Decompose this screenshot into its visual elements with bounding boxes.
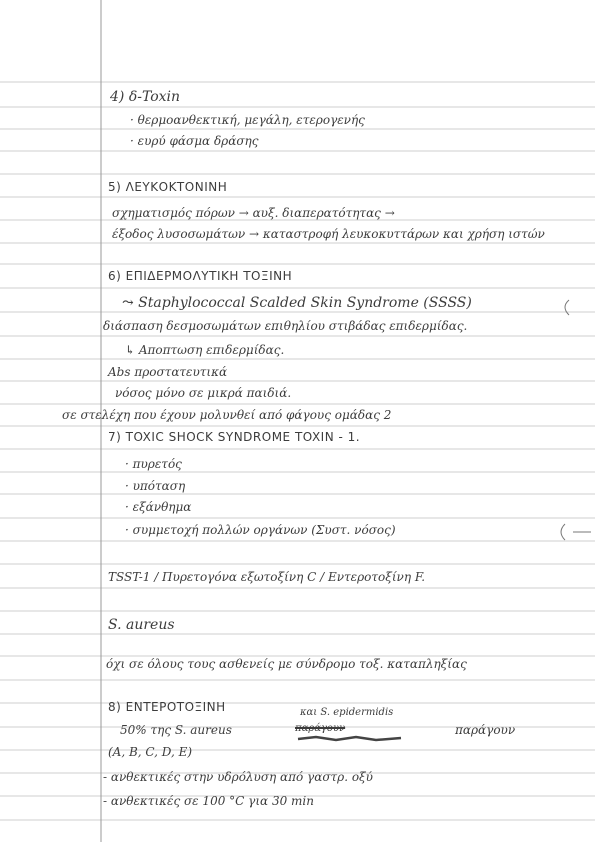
insert-note: και S. epidermidis <box>300 707 394 718</box>
scribble-underline <box>296 734 406 744</box>
list-item: · πυρετός <box>125 457 182 471</box>
margin-question: σε στελέχη που έχουν μολυνθεί από φάγους ομάδας 2 <box>62 408 392 422</box>
note-line: Abs προστατευτικά <box>108 365 228 379</box>
note-line: S. aureus <box>108 617 175 633</box>
note-line: παράγουν <box>455 723 516 737</box>
heading-delta-toxin: 4) δ-Toxin <box>110 89 181 105</box>
margin-bracket-mark <box>555 298 585 318</box>
heading-tsst-1: 7) TOXIC SHOCK SYNDROME TOXIN - 1. <box>108 430 361 444</box>
note-line: νόσος μόνο σε μικρά παιδιά. <box>115 386 292 400</box>
list-item: · εξάνθημα <box>125 500 192 514</box>
struck-word: παράγουν <box>295 723 346 734</box>
list-item: · υπόταση <box>125 479 186 493</box>
note-line: - ανθεκτικές σε 100 °C για 30 min <box>103 794 314 808</box>
note-line: έξοδος λυσοσωμάτων → καταστροφή λευκοκυττάρων και χρήση ιστών <box>112 227 545 241</box>
note-line: ⤳ Staphylococcal Scalded Skin Syndrome (SSSS) <box>122 295 472 311</box>
note-line: 50% της S. aureus <box>120 723 232 737</box>
note-line: - ανθεκτικές στην υδρόλυση από γαστρ. οξύ <box>103 770 373 784</box>
note-line: (A, B, C, D, E) <box>108 745 193 759</box>
note-line: TSST-1 / Πυρετογόνα εξωτοξίνη C / Εντεροτοξίνη F. <box>108 570 426 584</box>
heading-enterotoxin: 8) ΕΝΤΕΡΟΤΟΞΙΝΗ <box>108 700 226 714</box>
note-line: · ευρύ φάσμα δράσης <box>130 134 259 148</box>
note-line: όχι σε όλους τους ασθενείς με σύνδρομο τοξ. καταπληξίας <box>106 657 467 671</box>
note-line: · θερμοανθεκτική, μεγάλη, ετερογενής <box>130 113 365 127</box>
note-line: σχηματισμός πόρων → αυξ. διαπερατότητας → <box>112 206 395 220</box>
heading-exfoliative-toxin: 6) ΕΠΙΔΕΡΜΟΛΥΤΙΚΗ ΤΟΞΙΝΗ <box>108 269 293 283</box>
margin-bracket-mark <box>555 520 595 544</box>
heading-leukocidin: 5) ΛΕΥΚΟΚΤΟΝΙΝΗ <box>108 180 228 194</box>
note-line: διάσπαση δεσμοσωμάτων επιθηλίου στιβάδας επιδερμίδας. <box>103 319 468 333</box>
note-line: ↳ Αποπτωση επιδερμίδας. <box>125 343 285 357</box>
list-item: · συμμετοχή πολλών οργάνων (Συστ. νόσος) <box>125 523 396 537</box>
